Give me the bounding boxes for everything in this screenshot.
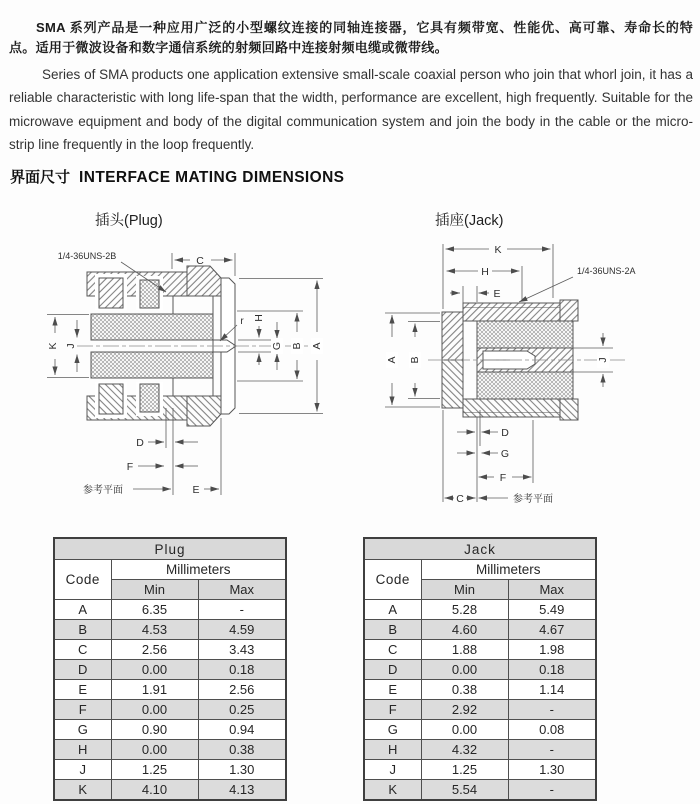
cell-max: 3.43 xyxy=(198,640,286,660)
dim-label-f: F xyxy=(499,472,507,484)
cell-code: J xyxy=(54,760,111,780)
cell-min: 2.92 xyxy=(421,700,508,720)
dim-label-g: G xyxy=(500,448,510,460)
table-row xyxy=(364,780,596,801)
dim-label-r: r xyxy=(240,316,244,327)
dim-label-b: B xyxy=(408,356,421,364)
cell-min: 1.25 xyxy=(421,760,508,780)
jack-unit-header: Millimeters xyxy=(421,560,596,580)
table-row xyxy=(364,680,596,700)
plug-table-title: Plug xyxy=(54,538,286,560)
table-row xyxy=(364,620,596,640)
cell-min: 2.56 xyxy=(111,640,198,660)
cell-min: 0.00 xyxy=(111,700,198,720)
plug-ref-plane-label: 参考平面 xyxy=(83,485,123,496)
cell-max: 1.30 xyxy=(198,760,286,780)
intro-paragraph-cn: SMA 系列产品是一种应用广泛的小型螺纹连接的同轴连接器，它具有频带宽、性能优、高可靠、寿命长的特点。适用于微波设备和数字通信系统的射频回路中连接射频电缆或微带线。 xyxy=(9,20,693,55)
jack-thread-label: 1/4-36UNS-2A xyxy=(577,266,636,276)
jack-ref-plane-label: 参考平面 xyxy=(513,494,553,505)
cell-code: C xyxy=(54,640,111,660)
cell-code: E xyxy=(54,680,111,700)
cell-max: - xyxy=(198,600,286,620)
jack-code-header: Code xyxy=(364,560,421,600)
cell-max: - xyxy=(508,740,596,760)
cell-code: C xyxy=(364,640,421,660)
table-row xyxy=(54,640,286,660)
table-row xyxy=(364,700,596,720)
plug-diagram-title: 插头(Plug) xyxy=(95,213,163,229)
cell-min: 5.54 xyxy=(421,780,508,801)
dim-label-a: A xyxy=(385,356,398,364)
cell-code: F xyxy=(364,700,421,720)
cell-code: F xyxy=(54,700,111,720)
cell-min: 0.00 xyxy=(111,660,198,680)
jack-max-header: Max xyxy=(508,580,596,600)
cell-max: 0.38 xyxy=(198,740,286,760)
plug-table-body xyxy=(54,600,286,801)
table-row xyxy=(54,680,286,700)
cell-max: 5.49 xyxy=(508,600,596,620)
cell-max: 0.18 xyxy=(508,660,596,680)
jack-min-header: Min xyxy=(421,580,508,600)
cell-max: 4.13 xyxy=(198,780,286,801)
table-row xyxy=(54,760,286,780)
cell-min: 0.90 xyxy=(111,720,198,740)
cell-min: 0.38 xyxy=(421,680,508,700)
jack-diagram xyxy=(370,236,700,526)
dim-label-d: D xyxy=(136,437,144,449)
table-row xyxy=(54,700,286,720)
table-row xyxy=(364,740,596,760)
cell-code: G xyxy=(364,720,421,740)
table-row xyxy=(54,720,286,740)
dim-label-j: J xyxy=(64,343,77,349)
table-row xyxy=(364,640,596,660)
cell-code: B xyxy=(54,620,111,640)
cell-min: 0.00 xyxy=(421,660,508,680)
dim-label-h: H xyxy=(481,266,489,278)
cell-min: 4.10 xyxy=(111,780,198,801)
dim-label-e: E xyxy=(192,484,200,496)
cell-min: 4.53 xyxy=(111,620,198,640)
cell-min: 0.00 xyxy=(111,740,198,760)
cell-code: G xyxy=(54,720,111,740)
cell-code: A xyxy=(54,600,111,620)
cell-code: A xyxy=(364,600,421,620)
dim-label-e: E xyxy=(493,288,501,300)
dim-label-k: K xyxy=(494,244,502,256)
cell-max: 0.08 xyxy=(508,720,596,740)
cell-min: 5.28 xyxy=(421,600,508,620)
cell-max: 4.67 xyxy=(508,620,596,640)
dim-label-a: A xyxy=(310,342,323,350)
cell-max: 1.30 xyxy=(508,760,596,780)
plug-diagram xyxy=(25,236,355,521)
plug-max-header: Max xyxy=(198,580,286,600)
section-title-en: INTERFACE MATING DIMENSIONS xyxy=(79,169,345,186)
dim-label-c: C xyxy=(196,255,204,267)
cell-max: - xyxy=(508,780,596,801)
intro-paragraph-en: Series of SMA products one application extensive small-scale coaxial person who join that whorl join, it has a reliable characteristic with long life-span that the width, performance are excellent, high frequently. Suitable for the microwave equipment and body of the digital communication system and join the body in the cable or the micro-strip line frequently in the loop frequently. xyxy=(9,66,693,152)
plug-table xyxy=(53,537,287,801)
cell-max: 0.25 xyxy=(198,700,286,720)
cell-max: 4.59 xyxy=(198,620,286,640)
section-title-cn: 界面尺寸 xyxy=(10,169,71,186)
cell-max: 0.18 xyxy=(198,660,286,680)
dim-label-c: C xyxy=(456,493,464,505)
jack-table xyxy=(363,537,597,801)
table-row xyxy=(54,660,286,680)
plug-thread-label: 1/4-36UNS-2B xyxy=(57,251,117,261)
cell-min: 1.91 xyxy=(111,680,198,700)
dim-label-d: D xyxy=(501,427,509,439)
dim-label-k: K xyxy=(46,342,59,350)
cell-code: J xyxy=(364,760,421,780)
cell-min: 4.60 xyxy=(421,620,508,640)
table-row xyxy=(364,660,596,680)
dim-label-f: F xyxy=(126,461,134,473)
dim-label-g: G xyxy=(270,341,283,351)
cell-min: 6.35 xyxy=(111,600,198,620)
table-row xyxy=(54,780,286,801)
plug-unit-header: Millimeters xyxy=(111,560,286,580)
cell-max: 1.14 xyxy=(508,680,596,700)
jack-table-body xyxy=(364,600,596,801)
table-row xyxy=(364,720,596,740)
cell-code: H xyxy=(54,740,111,760)
cell-code: D xyxy=(364,660,421,680)
cell-min: 0.00 xyxy=(421,720,508,740)
cell-code: D xyxy=(54,660,111,680)
table-row xyxy=(364,600,596,620)
dim-label-j: J xyxy=(596,357,609,363)
dim-label-h: H xyxy=(252,314,265,322)
cell-code: E xyxy=(364,680,421,700)
cell-max: 2.56 xyxy=(198,680,286,700)
plug-min-header: Min xyxy=(111,580,198,600)
plug-code-header: Code xyxy=(54,560,111,600)
cell-code: K xyxy=(364,780,421,801)
cell-code: B xyxy=(364,620,421,640)
table-row xyxy=(364,760,596,780)
dim-label-b: B xyxy=(290,342,303,350)
section-title xyxy=(10,166,344,187)
cell-min: 1.88 xyxy=(421,640,508,660)
cell-code: K xyxy=(54,780,111,801)
jack-table-title: Jack xyxy=(364,538,596,560)
cell-code: H xyxy=(364,740,421,760)
cell-max: 0.94 xyxy=(198,720,286,740)
cell-min: 1.25 xyxy=(111,760,198,780)
cell-max: - xyxy=(508,700,596,720)
table-row xyxy=(54,600,286,620)
cell-min: 4.32 xyxy=(421,740,508,760)
table-row xyxy=(54,620,286,640)
cell-max: 1.98 xyxy=(508,640,596,660)
table-row xyxy=(54,740,286,760)
jack-diagram-title: 插座(Jack) xyxy=(435,213,504,229)
